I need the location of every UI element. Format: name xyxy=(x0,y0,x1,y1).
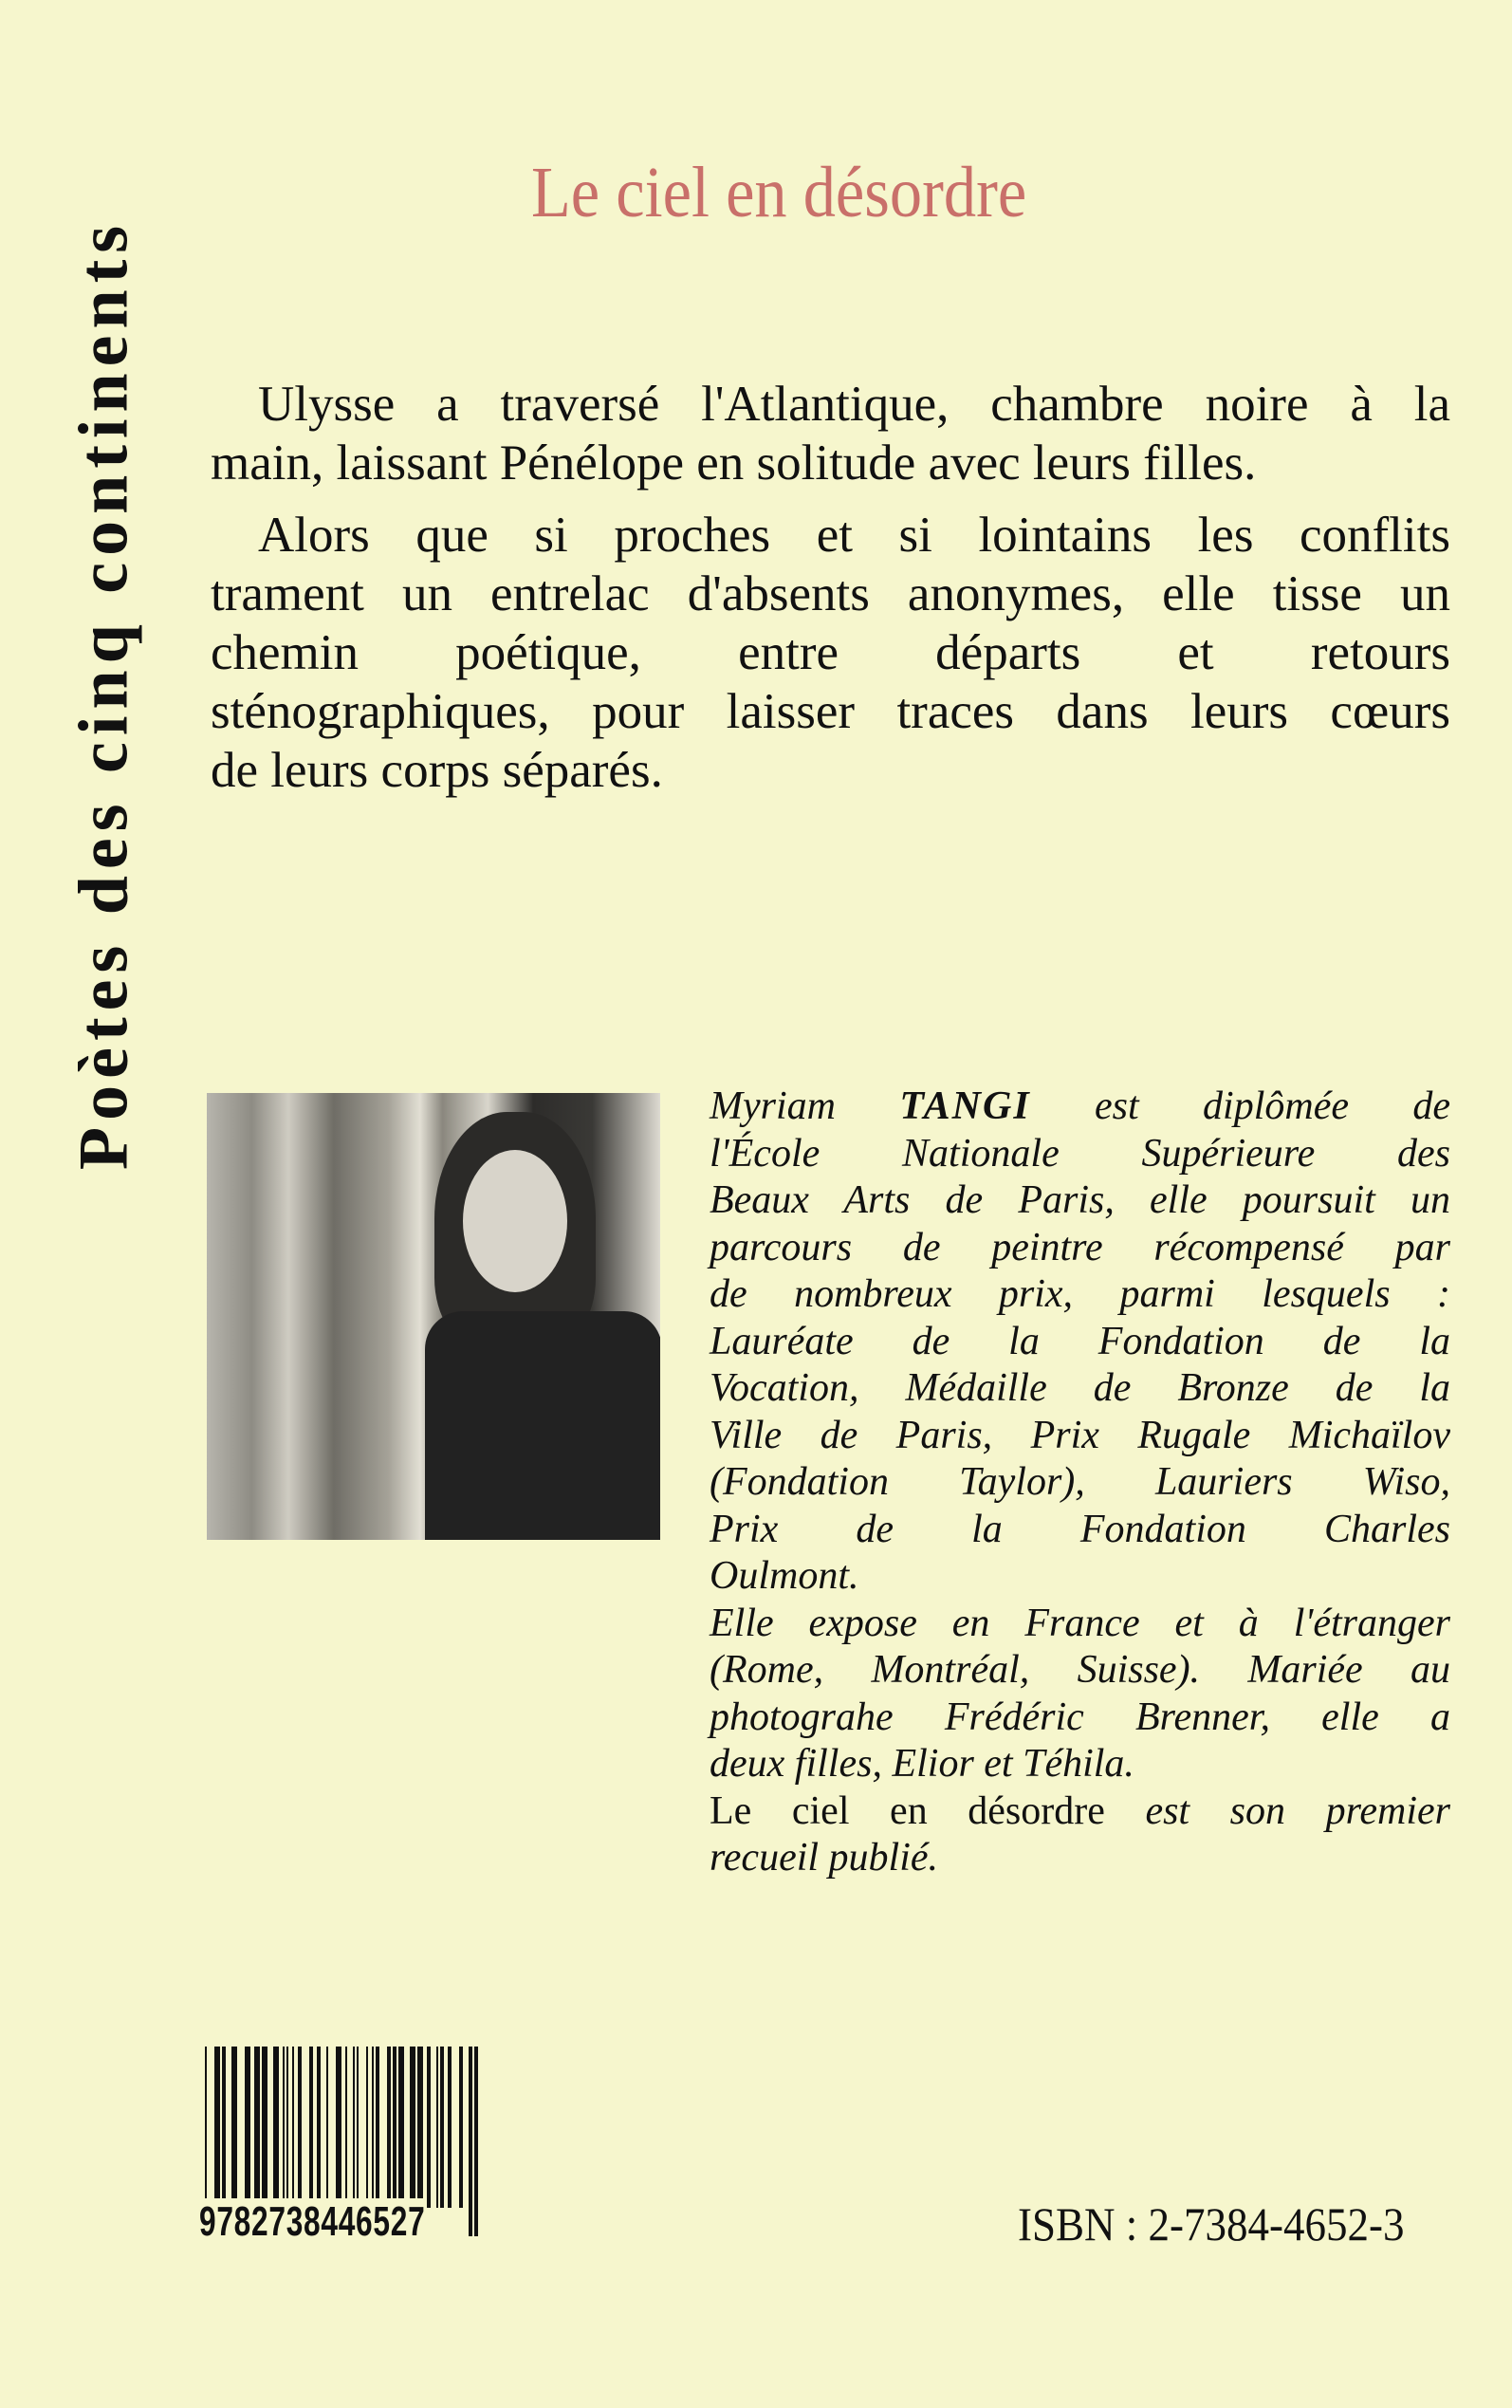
barcode-bar xyxy=(376,2047,379,2208)
bio-line: Beaux Arts de Paris, elle poursuit un xyxy=(710,1178,1450,1222)
barcode-bar xyxy=(353,2047,355,2208)
author-bio xyxy=(710,1084,1450,1882)
barcode-bar xyxy=(436,2047,438,2208)
barcode-bar xyxy=(273,2047,279,2208)
barcode xyxy=(199,2047,484,2251)
barcode-bar xyxy=(387,2047,391,2208)
bio-line: Elle expose en France et à l'étranger xyxy=(710,1601,1450,1645)
blurb-line: Alors que si proches et si lointains les conflits xyxy=(258,508,1450,563)
bio-line: l'École Nationale Supérieure des xyxy=(710,1131,1450,1176)
bio-line: de nombreux prix, parmi lesquels : xyxy=(710,1272,1450,1316)
bio-line: (Rome, Montréal, Suisse). Mariée au xyxy=(710,1648,1450,1692)
author-first-name: Myriam xyxy=(710,1084,900,1128)
barcode-bar xyxy=(459,2047,463,2208)
author-photo xyxy=(207,1093,660,1540)
barcode-number: 9782738446527 xyxy=(199,2198,426,2245)
barcode-bar xyxy=(469,2047,472,2236)
barcode-bar xyxy=(292,2047,294,2208)
bio-line: Vocation, Médaille de Bronze de la xyxy=(710,1366,1450,1410)
bio-text: est son premier xyxy=(1104,1788,1450,1833)
barcode-bar xyxy=(357,2047,359,2208)
bio-line: Oulmont. xyxy=(710,1554,859,1598)
barcode-bar xyxy=(222,2047,226,2208)
blurb-line: trament un entrelac d'absents anonymes, elle tisse un xyxy=(211,566,1450,621)
barcode-bar xyxy=(440,2047,444,2208)
bio-line: parcours de peintre récompensé par xyxy=(710,1225,1450,1269)
bio-book-title: Le ciel en désordre xyxy=(710,1788,1105,1833)
blurb-line: chemin poétique, entre départs et retours xyxy=(211,625,1450,680)
isbn: ISBN : 2-7384-4652-3 xyxy=(1018,2197,1405,2251)
bio-line xyxy=(710,1084,1450,1131)
barcode-bar xyxy=(398,2047,404,2208)
barcode-bar xyxy=(298,2047,302,2208)
back-cover-blurb xyxy=(211,375,1450,800)
barcode-bar xyxy=(448,2047,452,2208)
barcode-bar xyxy=(372,2047,374,2208)
bio-line: (Fondation Taylor), Lauriers Wiso, xyxy=(710,1460,1450,1504)
blurb-line: main, laissant Pénélope en solitude avec leurs filles. xyxy=(211,435,1257,491)
bio-line: photograhe Frédéric Brenner, elle a xyxy=(710,1695,1450,1739)
barcode-bar xyxy=(309,2047,313,2208)
barcode-bar xyxy=(366,2047,368,2208)
bio-line: Lauréate de la Fondation de la xyxy=(710,1319,1450,1363)
barcode-bar xyxy=(254,2047,260,2208)
barcode-bar xyxy=(474,2047,478,2236)
barcode-bar xyxy=(336,2047,341,2208)
barcode-bar xyxy=(317,2047,321,2208)
blurb-line: Ulysse a traversé l'Atlantique, chambre noire à la xyxy=(258,377,1450,432)
barcode-bar xyxy=(262,2047,267,2208)
barcode-bar xyxy=(393,2047,396,2208)
bio-line: deux filles, Elior et Téhila. xyxy=(710,1742,1134,1786)
blurb-line: sténographiques, pour laisser traces dans leurs cœurs xyxy=(211,684,1450,739)
barcode-bar xyxy=(345,2047,347,2208)
blurb-line: de leurs corps séparés. xyxy=(211,743,663,798)
bio-line: recueil publié. xyxy=(710,1836,939,1880)
barcode-bar xyxy=(286,2047,288,2208)
barcode-bar xyxy=(427,2047,431,2208)
bio-line: Prix de la Fondation Charles xyxy=(710,1507,1450,1551)
barcode-bar xyxy=(326,2047,328,2208)
barcode-bar xyxy=(283,2047,285,2208)
bio-line: Ville de Paris, Prix Rugale Michaïlov xyxy=(710,1413,1450,1457)
author-last-name: TANGI xyxy=(899,1084,1031,1128)
barcode-bar xyxy=(245,2047,250,2208)
bio-line xyxy=(710,1788,1450,1836)
barcode-bar xyxy=(231,2047,237,2208)
series-name-spine: Poètes des cinq continents xyxy=(65,218,143,1171)
book-title: Le ciel en désordre xyxy=(531,153,1027,232)
bio-text: est diplômée de xyxy=(1030,1084,1450,1128)
